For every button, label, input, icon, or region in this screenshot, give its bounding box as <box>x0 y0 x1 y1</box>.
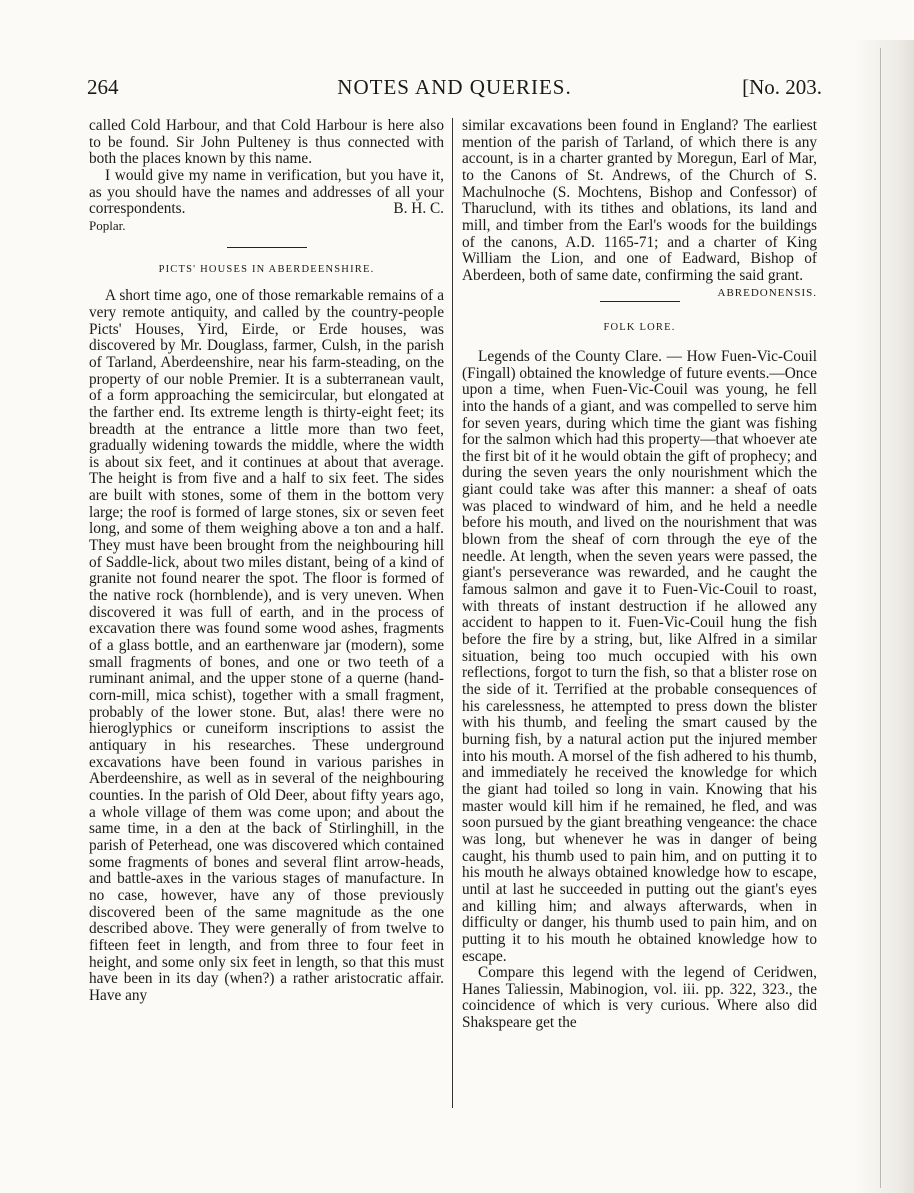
intro-text: I would give my name in verification, but you have it, as you should have the names and addresses of all your correspondents. <box>89 166 444 218</box>
folk-lore-heading: FOLK LORE. <box>603 322 676 334</box>
intro-paragraph: called Cold Harbour, and that Cold Harbour is here also to be found. Sir John Pulteney is thus connected with both the places known by this name. <box>89 117 444 168</box>
article-heading: PICTS' HOUSES IN ABERDEENSHIRE. <box>158 263 375 275</box>
page-number: 264 <box>87 75 119 99</box>
left-column <box>89 118 444 1004</box>
journal-title: NOTES AND QUERIES. <box>337 75 572 99</box>
folk-lore-paragraph: Legends of the County Clare. — How Fuen-Vic-Couil (Fingall) obtained the knowledge of future events.—Once upon a time, when Fuen-Vic-Couil was young, he fell into the hands of a giant, and was compelled to serve him for seven years, during which time the giant was fishing for the salmon which had this property—that whoever ate the first bit of it he would obtain the gift of prophecy; and during the seven years the only nourishment which the giant could take was after this manner: a sheaf of oats was placed to windward of him, and he held a needle before his mouth, and lived on the nourishment that was blown from the sheaf of corn through the eye of the needle. At length, when the seven years were passed, the giant's perseverance was rewarded, and he caught the famous salmon and gave it to Fuen-Vic-Couil to roast, with threats of instant destruction if he allowed any accident to happen to it. Fuen-Vic-Couil hung the fish before the fire by a string, but, like Alfred in a similar situation, being too much occupied with his own reflections, forgot to turn the fish, so that a blister rose on the side of it. Terrified at the probable consequences of his carelessness, he attempted to press down the blister with his thumb, and feeling the smart caused by the burning fish, by a natural action put the injured member into his mouth. A morsel of the fish adhered to his thumb, and immediately he received the knowledge for which the giant had toiled so long in vain. Knowing that his master would kill him if he remained, he fled, and was soon pursued by the giant breathing vengeance: the chace was long, but whenever he was in danger of being caught, his thumb used to pain him, and on putting it to his mouth he always obtained knowledge how to escape, until at last he succeeded in putting out the giant's eyes and killing him; and always afterwards, when in difficulty or danger, his thumb used to pain him, and on putting it to his mouth he obtained knowledge how to escape. <box>462 347 817 965</box>
continuation-paragraph <box>462 117 817 299</box>
page-edge-shadow <box>854 40 914 1193</box>
page-edge-line <box>880 48 881 1188</box>
article-body: A short time ago, one of those remarkable remains of a very remote antiquity, and called by the country-people Picts' Houses, Yird, Eirde, or Erde houses, was discovered by Mr. Douglass, farmer, Culsh, in the parish of Tarland, Aberdeenshire, near his farm-steading, on the property of our noble Premier. It is a subterranean vault, of a form approaching the semicircular, but elongated at the farther end. Its extreme length is thirty-eight feet; its breadth at the entrance a little more than two feet, gradually widening towards the middle, where the width is about six feet, and it continues at about that average. The height is from five and a half to six feet. The sides are built with stones, some of them in the bottom very large; the roof is formed of large stones, six or seven feet long, and some of them weighing above a ton and a half. They must have been brought from the neighbouring hill of Saddle-lick, about two miles distant, being of a kind of granite not found nearer the spot. The floor is formed of the native rock (hornblende), and is very uneven. When discovered it was full of earth, and in the process of excavation there was found some wood ashes, fragments of a glass bottle, and an earthenware jar (modern), some small fragments of bones, and one or two teeth of a ruminant animal, and the upper stone of a querne (hand-corn-mill, mica schist), together with a small fragment, probably of the lower stone. But, alas! there were no hieroglyphics or cuneiform inscriptions to assist the antiquary in his researches. These underground excavations have been found in various parishes in Aberdeenshire, as well as in several of the neighbouring counties. In the parish of Old Deer, about fifty years ago, a whole village of them was come upon; and about the same time, in a den at the back of Stirlinghill, in the parish of Peterhead, one was discovered which contained some fragments of bones and several flint arrow-heads, and battle-axes in the various stages of manufacture. In no case, however, have any of those previously discovered been of the same magnitude as the one described above. They were generally of from twelve to fifteen feet in length, and from three to four feet in height, and some only six feet in length, so that this must have been in its day (when?) a rather aristocratic affair. Have any <box>89 287 444 1004</box>
intro-place: Poplar. <box>89 217 126 233</box>
section-rule <box>227 247 307 248</box>
intro-signature: B. H. C. <box>393 200 444 218</box>
intro-paragraph-2 <box>89 168 444 218</box>
right-column <box>462 118 817 1032</box>
continuation-text: similar excavations been found in England? The earliest mention of the parish of Tarland, of which there is any account, is in a charter granted by Moregun, Earl of Mar, to the Canons of St. Andrews, of the Church of S. Machulnoche (S. Mochtens, Bishop and Confessor) of Tharuclund, with its tithes and oblations, its land and mill, and timber from the Earl's woods for the buildings of the canons, A.D. 1165-71; and a charter of King William the Lion, and one of Eadward, Bishop of Aberdeen, both of same date, confirming the said grant. <box>462 117 817 284</box>
continuation-signature: ABREDONENSIS. <box>717 286 817 299</box>
issue-number: [No. 203. <box>742 75 822 99</box>
folk-lore-paragraph-2: Compare this legend with the legend of Ceridwen, Hanes Taliessin, Mabinogion, vol. iii. pp. 322, 323., the coincidence of which is very curious. Where also did Shakspeare get the <box>462 964 817 1032</box>
column-divider <box>452 118 453 1108</box>
section-rule-2 <box>600 301 680 302</box>
running-header <box>87 75 822 105</box>
